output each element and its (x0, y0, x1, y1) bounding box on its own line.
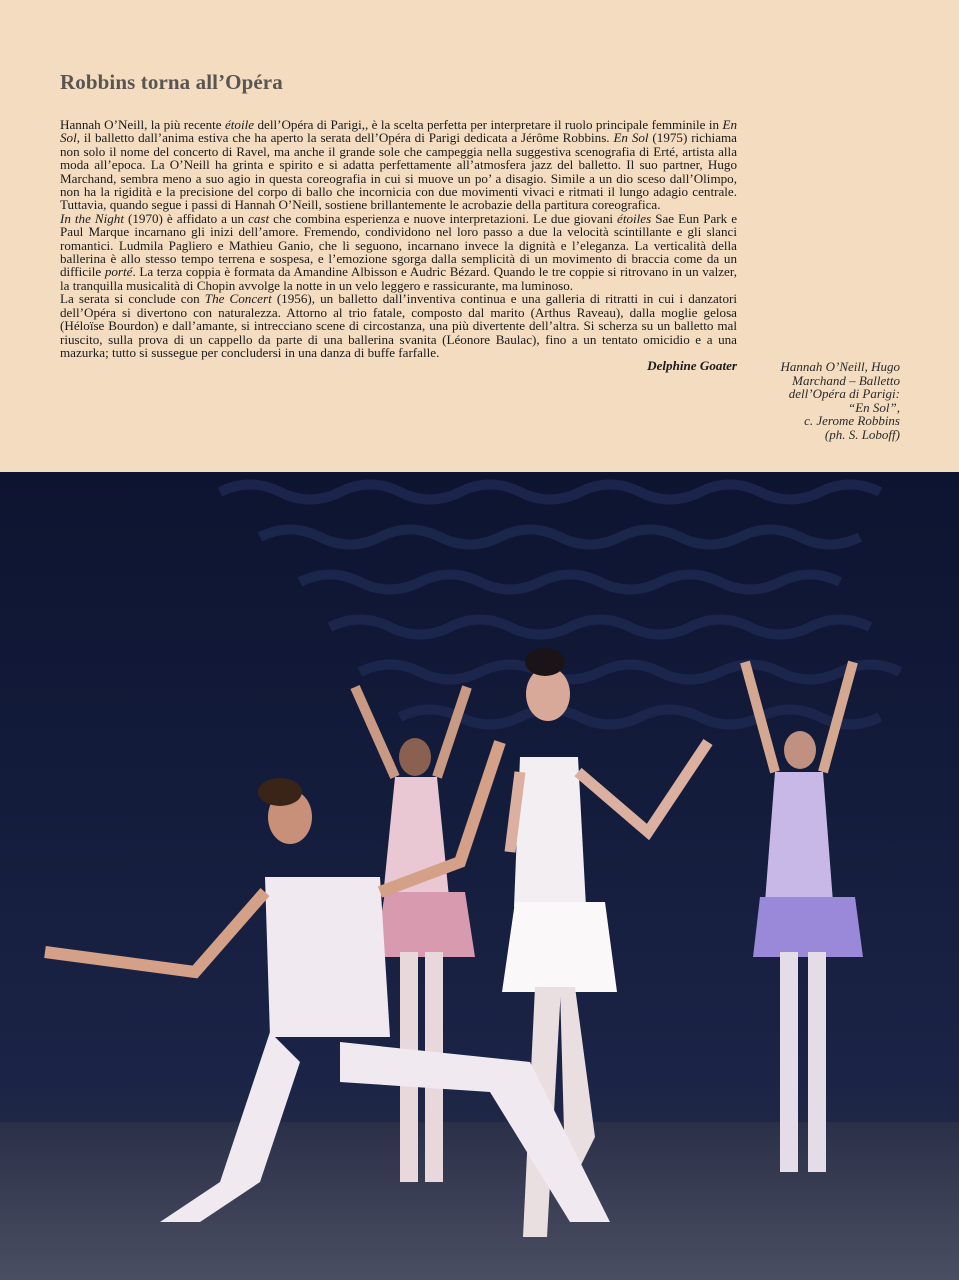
paragraph-text: (1970) è affidato a un (124, 210, 249, 226)
paragraph-text: (1975) richiama non solo il nome del concerto di Ravel, ma anche il grande sole che campeggia nella suggestiva scenografia di Erté, artista alla moda all’epoca. La O’Neill ha grinta e spirito e si adatta perfettamente all’atmosfera jazz del balletto. Il suo partner, Hugo Marchand, sembra meno a suo agio in questa coreografia in cui si muove un po’ a disagio. Simile a un dio sceso dall’Olimpo, non ha la rigidità e la precisione del corpo di ballo che incornicia con due movimenti vivaci e ritmati il lungo adagio centrale. Tuttavia, quando segue i passi di Hannah O’Neill, sostiene brillantemente le acrobazie della partitura coreografica. (60, 130, 737, 213)
italic-title-text: étoiles (617, 210, 652, 226)
ballet-photo (0, 472, 959, 1280)
italic-title-text: En Sol (613, 130, 649, 146)
paragraph-text: Hannah O’Neill, la più recente (60, 117, 225, 132)
italic-title-text: cast (248, 210, 270, 226)
italic-title-text: The Concert (204, 291, 272, 307)
author-signature: Delphine Goater (647, 358, 737, 374)
paragraph-text: che combina esperienza e nuove interpretazioni. Le due giovani (269, 210, 618, 226)
italic-title-text: In the Night (60, 210, 124, 226)
paragraph-in-the-night (60, 212, 737, 292)
article-body (60, 118, 737, 373)
paragraph-en-sol (60, 118, 737, 212)
paragraph-text: Sae Eun Park e Paul Marque incarnano gli inizi dell’amore. Fremendo, condividono nel loro passo a due la velocità scintillante e gli slanci romantici. Ludmila Pagliero e Mathieu Ganio, che li seguono, incarnano invece la dignità e l’eleganza. La verticalità della ballerina è allo stesso tempo terrena e sospesa, e l’emozione sgorga dalla semplicità di un movimento di braccia come da un difficile (60, 210, 738, 280)
italic-title-text: porté (104, 264, 133, 280)
italic-title-text: étoile (224, 117, 255, 132)
paragraph-text: . La terza coppia è formata da Amandine Albisson e Audric Bézard. Quando le tre coppie si ritrovano in un valzer, la tranquilla musicalità di Chopin avvolge la notte in un velo leggero e rassicurante, ma luminoso. (60, 264, 737, 293)
paragraph-text: (1956), un balletto dall’inventiva continua e una galleria di ritratti in cui i danzatori dell’Opéra si divertono con naturalezza. Attorno al trio fatale, composto dal marito (Arthus Raveau), dalla moglie gelosa (Héloïse Bourdon) e dall’amante, si intrecciano scene di circostanza, una più divertente dell’altra. Si scherza su un balletto mal riuscito, sulla prova di un cappello da parte di una ballerina svanita (Léonore Baulac), fino a un tentato omicidio e a una mazurka; tutto si sussegue per concludersi in una danza di buffe farfalle. (60, 291, 737, 360)
article-title: Robbins torna all’Opéra (60, 70, 283, 94)
caption-line: dell’Opéra di Parigi: (788, 386, 900, 402)
caption-line: (ph. S. Loboff) (824, 426, 900, 442)
paragraph-text: , il balletto dall’anima estiva che ha aperto la serata dell’Opéra di Parigi dedicata a Jérôme Robbins. (76, 130, 614, 146)
dancer-back-right (745, 662, 863, 1172)
caption-line: Hannah O’Neill, Hugo (780, 359, 900, 374)
caption-line: c. Jerome Robbins (804, 413, 900, 429)
caption-line: Marchand – Balletto (792, 372, 900, 388)
italic-title-text: En Sol (60, 117, 737, 146)
paragraph-text: dell’Opéra di Parigi,, è la scelta perfetta per interpretare il ruolo principale femminile in (254, 117, 723, 132)
ballet-photo-illustration (0, 472, 959, 1280)
paragraph-text: La serata si conclude con (60, 291, 205, 307)
photo-caption (740, 360, 900, 442)
caption-line: “En Sol”, (847, 399, 900, 415)
paragraph-the-concert (60, 292, 737, 359)
